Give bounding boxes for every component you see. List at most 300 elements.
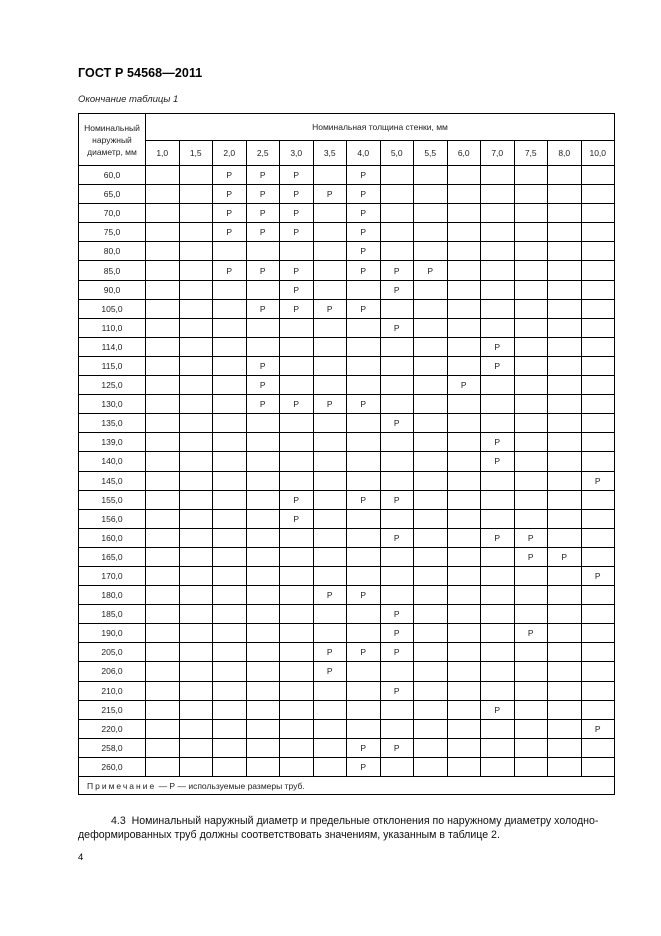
paragraph-4-3	[78, 814, 618, 842]
thickness-cell	[347, 280, 381, 299]
thickness-cell	[246, 738, 280, 757]
thickness-cell	[246, 643, 280, 662]
thickness-cell	[179, 490, 213, 509]
thickness-cell: Р	[280, 185, 314, 204]
thickness-cell: Р	[581, 566, 615, 585]
thickness-cell	[146, 566, 180, 585]
thickness-cell: Р	[347, 586, 381, 605]
table-body	[79, 166, 615, 777]
thickness-cell	[380, 433, 414, 452]
thickness-cell: Р	[347, 166, 381, 185]
thickness-cell	[213, 643, 247, 662]
thickness-cell	[481, 471, 515, 490]
thickness-cell: Р	[380, 528, 414, 547]
table-row	[79, 681, 615, 700]
thickness-cell	[179, 757, 213, 776]
thickness-cell	[414, 471, 448, 490]
thickness-cell	[213, 318, 247, 337]
thickness-cell	[179, 452, 213, 471]
thickness-cell	[514, 681, 548, 700]
thickness-cell	[447, 299, 481, 318]
thickness-cell	[414, 242, 448, 261]
diameter-cell: 70,0	[79, 204, 146, 223]
thickness-cell	[246, 662, 280, 681]
diameter-cell: 206,0	[79, 662, 146, 681]
thickness-cell	[447, 223, 481, 242]
thickness-cell: Р	[380, 414, 414, 433]
thickness-cell	[246, 433, 280, 452]
thickness-cell	[514, 166, 548, 185]
thickness-cell	[514, 223, 548, 242]
thickness-cell	[280, 566, 314, 585]
thickness-cell	[481, 280, 515, 299]
thickness-cell	[581, 700, 615, 719]
thickness-cell	[246, 414, 280, 433]
thickness-cell: Р	[313, 395, 347, 414]
thickness-cell	[347, 547, 381, 566]
table-row	[79, 662, 615, 681]
thickness-cell	[548, 414, 582, 433]
thickness-cell	[447, 700, 481, 719]
thickness-cell	[179, 414, 213, 433]
thickness-cell	[548, 223, 582, 242]
thickness-cell	[514, 395, 548, 414]
thickness-cell	[146, 280, 180, 299]
thickness-cell	[447, 452, 481, 471]
thickness-cell	[414, 586, 448, 605]
thickness-cell	[213, 376, 247, 395]
thickness-cell: Р	[213, 204, 247, 223]
thickness-cell	[246, 318, 280, 337]
thickness-cell	[581, 280, 615, 299]
diameter-cell: 65,0	[79, 185, 146, 204]
thickness-cell	[414, 738, 448, 757]
column-header: 3,0	[280, 141, 314, 166]
thickness-cell	[548, 605, 582, 624]
thickness-cell	[246, 719, 280, 738]
thickness-cell	[581, 223, 615, 242]
thickness-cell	[280, 452, 314, 471]
thickness-cell	[213, 395, 247, 414]
thickness-cell: Р	[246, 261, 280, 280]
thickness-cell	[481, 166, 515, 185]
thickness-cell	[313, 471, 347, 490]
table-row	[79, 738, 615, 757]
thickness-cell: Р	[313, 586, 347, 605]
thickness-cell	[213, 337, 247, 356]
thickness-cell	[380, 356, 414, 375]
thickness-cell	[280, 662, 314, 681]
thickness-cell: Р	[213, 166, 247, 185]
thickness-cell	[280, 757, 314, 776]
thickness-cell: Р	[213, 223, 247, 242]
thickness-cell: Р	[246, 223, 280, 242]
thickness-cell	[548, 395, 582, 414]
thickness-cell	[313, 757, 347, 776]
thickness-cell	[581, 204, 615, 223]
thickness-cell	[481, 376, 515, 395]
thickness-cell	[514, 414, 548, 433]
thickness-cell	[481, 204, 515, 223]
thickness-cell	[213, 471, 247, 490]
table-row	[79, 433, 615, 452]
thickness-cell	[347, 414, 381, 433]
thickness-cell	[347, 452, 381, 471]
thickness-cell	[380, 337, 414, 356]
table-row	[79, 605, 615, 624]
thickness-cell	[246, 586, 280, 605]
thickness-cell	[514, 605, 548, 624]
thickness-cell: Р	[347, 490, 381, 509]
thickness-cell	[514, 509, 548, 528]
diameter-cell: 160,0	[79, 528, 146, 547]
thickness-cell	[313, 242, 347, 261]
thickness-cell	[213, 433, 247, 452]
thickness-cell	[414, 605, 448, 624]
thickness-cell	[146, 509, 180, 528]
pipe-sizes-table	[78, 113, 615, 795]
thickness-cell	[146, 318, 180, 337]
column-header-row	[79, 141, 615, 166]
thickness-cell	[548, 242, 582, 261]
thickness-cell	[146, 185, 180, 204]
thickness-cell	[179, 185, 213, 204]
thickness-cell	[447, 738, 481, 757]
thickness-cell	[514, 452, 548, 471]
thickness-cell	[280, 624, 314, 643]
thickness-cell	[146, 261, 180, 280]
thickness-cell	[313, 528, 347, 547]
thickness-cell	[514, 299, 548, 318]
thickness-cell	[447, 356, 481, 375]
thickness-cell	[246, 681, 280, 700]
thickness-cell	[280, 681, 314, 700]
table-row	[79, 337, 615, 356]
thickness-cell	[347, 433, 381, 452]
thickness-cell	[146, 166, 180, 185]
thickness-cell	[280, 528, 314, 547]
thickness-cell	[548, 318, 582, 337]
thickness-cell	[213, 509, 247, 528]
column-header: 5,0	[380, 141, 414, 166]
thickness-cell	[548, 452, 582, 471]
thickness-cell	[414, 318, 448, 337]
thickness-cell: Р	[514, 547, 548, 566]
thickness-cell: Р	[380, 280, 414, 299]
thickness-cell	[280, 356, 314, 375]
thickness-cell	[380, 471, 414, 490]
thickness-cell	[447, 395, 481, 414]
thickness-cell	[280, 719, 314, 738]
thickness-cell	[447, 337, 481, 356]
thickness-cell	[280, 433, 314, 452]
thickness-cell: Р	[280, 204, 314, 223]
thickness-cell	[548, 681, 582, 700]
thickness-cell: Р	[414, 261, 448, 280]
thickness-cell	[213, 757, 247, 776]
table-row	[79, 700, 615, 719]
thickness-cell	[313, 337, 347, 356]
thickness-cell: Р	[347, 643, 381, 662]
diameter-cell: 85,0	[79, 261, 146, 280]
thickness-cell	[548, 166, 582, 185]
diameter-cell: 75,0	[79, 223, 146, 242]
thickness-cell	[246, 280, 280, 299]
thickness-cell	[414, 433, 448, 452]
thickness-cell	[548, 719, 582, 738]
diameter-cell: 205,0	[79, 643, 146, 662]
thickness-cell	[447, 547, 481, 566]
thickness-cell	[481, 605, 515, 624]
thickness-cell	[313, 566, 347, 585]
thickness-cell	[414, 662, 448, 681]
thickness-cell	[481, 318, 515, 337]
thickness-cell	[514, 242, 548, 261]
thickness-cell: Р	[514, 528, 548, 547]
thickness-cell	[481, 509, 515, 528]
thickness-cell	[313, 433, 347, 452]
thickness-cell	[280, 738, 314, 757]
thickness-cell: Р	[380, 643, 414, 662]
thickness-cell: Р	[313, 662, 347, 681]
thickness-cell	[246, 490, 280, 509]
thickness-cell	[213, 452, 247, 471]
thickness-cell	[548, 528, 582, 547]
thickness-cell	[347, 337, 381, 356]
thickness-cell	[347, 356, 381, 375]
diameter-cell: 165,0	[79, 547, 146, 566]
thickness-cell	[313, 204, 347, 223]
thickness-cell	[246, 624, 280, 643]
thickness-cell	[313, 509, 347, 528]
thickness-cell	[481, 643, 515, 662]
note-label: Примечание	[87, 780, 157, 791]
thickness-cell	[447, 586, 481, 605]
thickness-cell	[548, 566, 582, 585]
thickness-cell	[146, 738, 180, 757]
thickness-cell	[514, 471, 548, 490]
thickness-cell: Р	[313, 643, 347, 662]
thickness-cell	[548, 490, 582, 509]
thickness-cell	[581, 166, 615, 185]
diameter-cell: 215,0	[79, 700, 146, 719]
thickness-cell	[548, 624, 582, 643]
thickness-cell	[179, 662, 213, 681]
thickness-cell	[179, 566, 213, 585]
table-row	[79, 356, 615, 375]
thickness-cell	[447, 204, 481, 223]
thickness-cell	[179, 528, 213, 547]
thickness-cell	[548, 185, 582, 204]
thickness-cell	[414, 643, 448, 662]
thickness-cell: Р	[280, 509, 314, 528]
thickness-cell	[548, 700, 582, 719]
table-row	[79, 185, 615, 204]
table-row	[79, 586, 615, 605]
thickness-cell	[146, 395, 180, 414]
thickness-cell	[548, 757, 582, 776]
thickness-cell: Р	[280, 299, 314, 318]
table-row	[79, 490, 615, 509]
thickness-cell	[514, 376, 548, 395]
thickness-cell	[179, 681, 213, 700]
thickness-cell	[380, 566, 414, 585]
thickness-cell: Р	[347, 185, 381, 204]
thickness-cell	[347, 681, 381, 700]
thickness-cell	[414, 185, 448, 204]
thickness-cell: Р	[280, 223, 314, 242]
table-row	[79, 566, 615, 585]
table-row	[79, 757, 615, 776]
table-note	[79, 777, 615, 795]
thickness-cell	[481, 624, 515, 643]
table-row	[79, 318, 615, 337]
thickness-cell	[548, 356, 582, 375]
thickness-cell	[313, 700, 347, 719]
thickness-cell: Р	[481, 433, 515, 452]
thickness-cell	[380, 452, 414, 471]
thickness-cell	[414, 681, 448, 700]
thickness-cell	[581, 337, 615, 356]
thickness-cell	[347, 700, 381, 719]
thickness-cell: Р	[246, 166, 280, 185]
thickness-cell	[179, 700, 213, 719]
thickness-cell	[414, 757, 448, 776]
thickness-cell	[447, 681, 481, 700]
table-row	[79, 376, 615, 395]
thickness-cell	[514, 337, 548, 356]
thickness-cell	[347, 509, 381, 528]
thickness-cell	[213, 280, 247, 299]
thickness-cell	[179, 299, 213, 318]
table-row	[79, 414, 615, 433]
diameter-cell: 190,0	[79, 624, 146, 643]
thickness-cell	[146, 757, 180, 776]
column-header: 3,5	[313, 141, 347, 166]
thickness-cell	[146, 337, 180, 356]
thickness-cell	[213, 414, 247, 433]
thickness-cell	[179, 395, 213, 414]
thickness-cell	[246, 605, 280, 624]
thickness-cell	[246, 566, 280, 585]
thickness-cell	[280, 605, 314, 624]
diameter-cell: 105,0	[79, 299, 146, 318]
table-caption: Окончание таблицы 1	[78, 94, 179, 105]
column-header: 7,0	[481, 141, 515, 166]
diameter-cell: 170,0	[79, 566, 146, 585]
thickness-cell	[447, 414, 481, 433]
thickness-cell	[380, 757, 414, 776]
thickness-cell	[146, 414, 180, 433]
thickness-cell	[213, 605, 247, 624]
thickness-cell	[213, 719, 247, 738]
thickness-cell	[246, 547, 280, 566]
table-row	[79, 452, 615, 471]
thickness-cell: Р	[581, 471, 615, 490]
thickness-cell	[548, 261, 582, 280]
thickness-cell	[313, 261, 347, 280]
thickness-cell: Р	[347, 738, 381, 757]
thickness-cell	[380, 185, 414, 204]
thickness-cell: Р	[447, 376, 481, 395]
thickness-cell	[514, 280, 548, 299]
thickness-cell: Р	[246, 204, 280, 223]
diameter-cell: 114,0	[79, 337, 146, 356]
thickness-cell: Р	[313, 185, 347, 204]
thickness-cell	[146, 662, 180, 681]
group-header-wall-thickness: Номинальная толщина стенки, мм	[146, 114, 615, 141]
thickness-cell	[447, 242, 481, 261]
table-row	[79, 242, 615, 261]
thickness-cell	[146, 490, 180, 509]
table-row	[79, 624, 615, 643]
thickness-cell	[179, 376, 213, 395]
thickness-cell	[447, 185, 481, 204]
thickness-cell: Р	[347, 242, 381, 261]
thickness-cell	[414, 395, 448, 414]
column-header: 8,0	[548, 141, 582, 166]
thickness-cell	[447, 261, 481, 280]
thickness-cell	[414, 337, 448, 356]
thickness-cell	[481, 662, 515, 681]
thickness-cell	[146, 376, 180, 395]
thickness-cell	[581, 605, 615, 624]
thickness-cell	[581, 242, 615, 261]
diameter-cell: 130,0	[79, 395, 146, 414]
thickness-cell: Р	[380, 624, 414, 643]
thickness-cell	[213, 547, 247, 566]
column-header: 1,5	[179, 141, 213, 166]
thickness-cell	[246, 471, 280, 490]
thickness-cell	[179, 204, 213, 223]
thickness-cell	[481, 261, 515, 280]
thickness-cell	[280, 376, 314, 395]
thickness-cell	[581, 586, 615, 605]
thickness-cell: Р	[280, 490, 314, 509]
thickness-cell	[179, 719, 213, 738]
thickness-cell	[481, 681, 515, 700]
thickness-cell	[581, 662, 615, 681]
thickness-cell	[313, 681, 347, 700]
thickness-cell	[179, 318, 213, 337]
thickness-cell	[213, 700, 247, 719]
diameter-cell: 80,0	[79, 242, 146, 261]
thickness-cell: Р	[380, 490, 414, 509]
thickness-cell	[481, 738, 515, 757]
thickness-cell	[146, 223, 180, 242]
thickness-cell	[447, 662, 481, 681]
thickness-cell	[481, 299, 515, 318]
thickness-cell	[514, 662, 548, 681]
thickness-cell	[246, 242, 280, 261]
thickness-cell	[481, 395, 515, 414]
thickness-cell	[481, 223, 515, 242]
column-header: 10,0	[581, 141, 615, 166]
thickness-cell	[548, 471, 582, 490]
thickness-cell	[213, 681, 247, 700]
thickness-cell	[414, 223, 448, 242]
thickness-cell	[414, 356, 448, 375]
thickness-cell: Р	[347, 261, 381, 280]
thickness-cell: Р	[548, 547, 582, 566]
thickness-cell	[481, 719, 515, 738]
table-row	[79, 261, 615, 280]
thickness-cell	[581, 738, 615, 757]
thickness-cell	[146, 719, 180, 738]
thickness-cell	[347, 566, 381, 585]
thickness-cell	[447, 566, 481, 585]
thickness-cell	[146, 643, 180, 662]
